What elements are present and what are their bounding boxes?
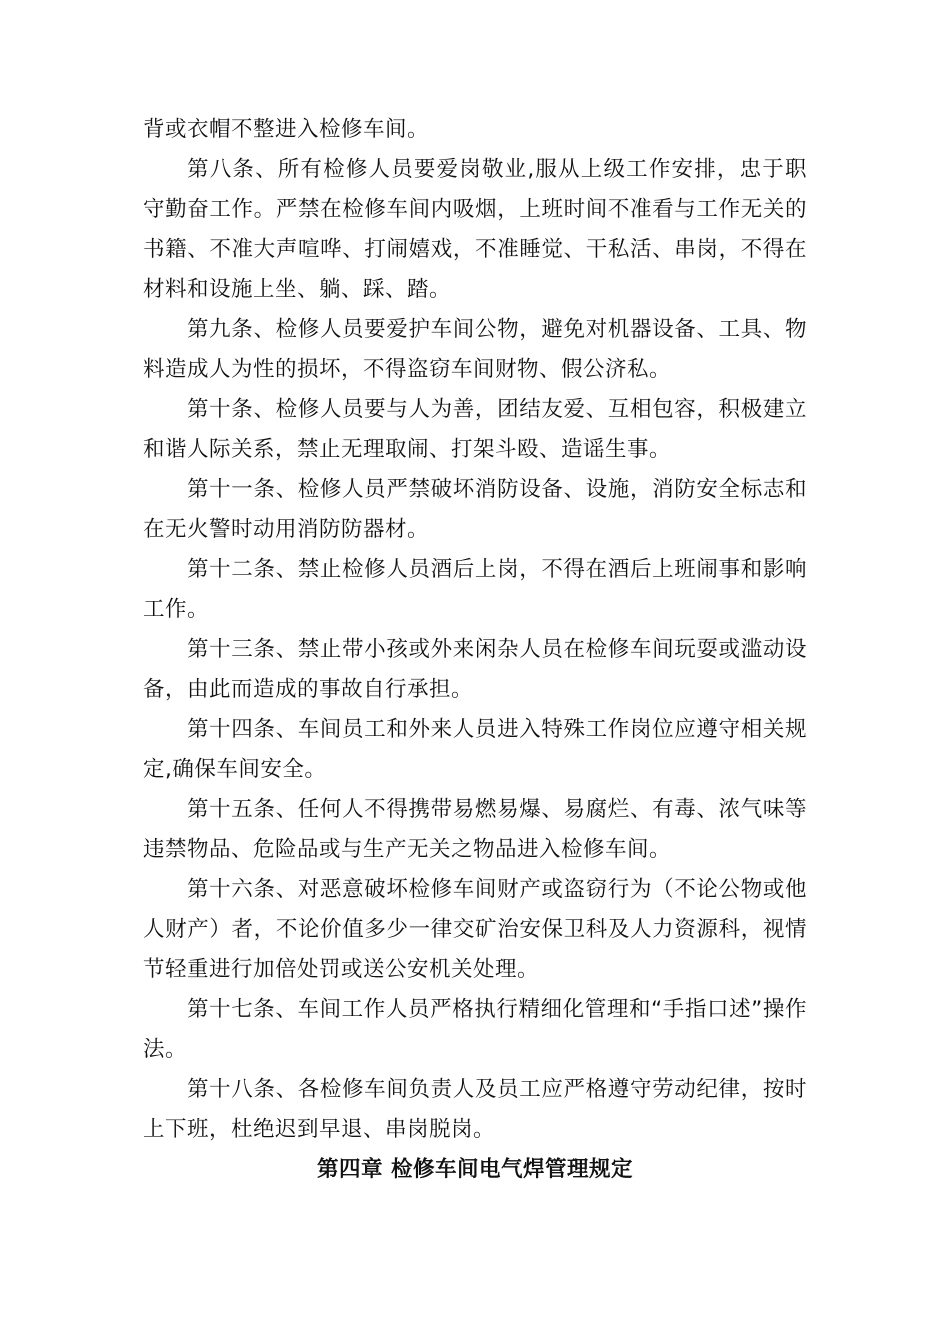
article-12: 第十二条、禁止检修人员酒后上岗，不得在酒后上班闹事和影响工作。 [143, 557, 807, 622]
article-16: 第十六条、对恶意破坏检修车间财产或盗窃行为（不论公物或他人财产）者，不论价值多少一律交矿治安保卫科及人力资源科，视情节轻重进行加倍处罚或送公安机关处理。 [143, 877, 807, 982]
chapter-heading: 第四章 检修车间电气焊管理规定 [317, 1157, 633, 1182]
article-15: 第十五条、任何人不得携带易燃易爆、易腐烂、有毒、浓气味等违禁物品、危险品或与生产无关之物品进入检修车间。 [143, 797, 807, 862]
article-10: 第十条、检修人员要与人为善，团结友爱、互相包容，积极建立和谐人际关系，禁止无理取闹、打架斗殴、造谣生事。 [143, 397, 807, 462]
document-body [143, 110, 807, 1190]
article-11: 第十一条、检修人员严禁破坏消防设备、设施，消防安全标志和在无火警时动用消防防器材。 [143, 477, 807, 542]
paragraph-continuation: 背或衣帽不整进入检修车间。 [143, 117, 430, 142]
article-8: 第八条、所有检修人员要爱岗敬业,服从上级工作安排，忠于职守勤奋工作。严禁在检修车间内吸烟，上班时间不准看与工作无关的书籍、不准大声喧哗、打闹嬉戏，不准睡觉、干私活、串岗，不得在材料和设施上坐、躺、踩、踏。 [143, 157, 807, 302]
article-14: 第十四条、车间员工和外来人员进入特殊工作岗位应遵守相关规定,确保车间安全。 [143, 717, 807, 782]
article-13: 第十三条、禁止带小孩或外来闲杂人员在检修车间玩耍或滥动设备，由此而造成的事故自行承担。 [143, 637, 807, 702]
article-18: 第十八条、各检修车间负责人及员工应严格遵守劳动纪律，按时上下班，杜绝迟到早退、串岗脱岗。 [143, 1077, 807, 1142]
article-9: 第九条、检修人员要爱护车间公物，避免对机器设备、工具、物料造成人为性的损坏，不得盗窃车间财物、假公济私。 [143, 317, 807, 382]
article-17: 第十七条、车间工作人员严格执行精细化管理和“手指口述”操作法。 [143, 997, 807, 1062]
